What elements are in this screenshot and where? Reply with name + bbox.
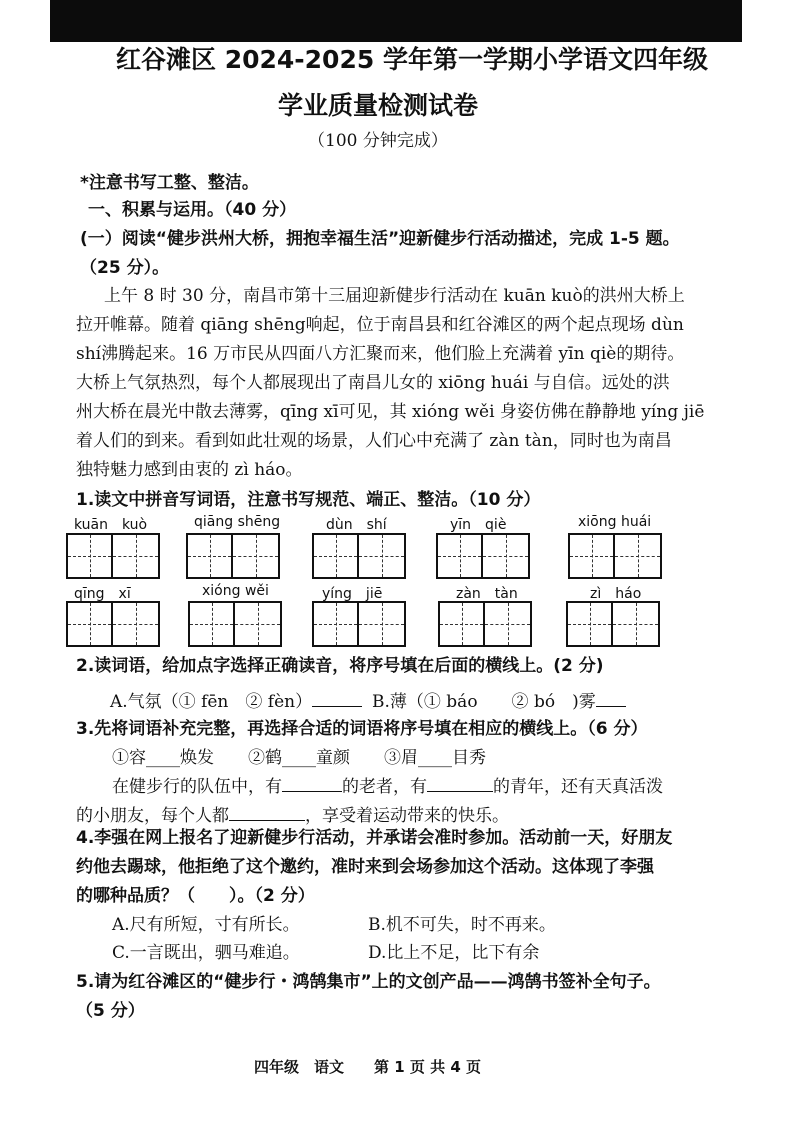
q2-option-b — [372, 687, 626, 712]
q4-line: 4.李强在网上报名了迎新健步行活动，并承诺会准时参加。活动前一天，好朋友 — [76, 828, 673, 848]
page-footer: 四年级 语文 第 1 页 共 4 页 — [254, 1058, 481, 1076]
pinyin-label: yīn qiè — [450, 517, 507, 533]
q2-instruction: 2.读词语，给加点字选择正确读音，将序号填在后面的横线上。(2 分) — [76, 656, 604, 676]
q4-option-a[interactable]: A.尺有所短，寸有所长。 — [112, 915, 300, 935]
q4-line: 约他去踢球，他拒绝了这个邀约，准时来到会场参加这个活动。这体现了李强 — [76, 857, 654, 877]
q3-blank[interactable] — [427, 791, 493, 792]
passage-line: 上午 8 时 30 分，南昌市第十三届迎新健步行活动在 kuān kuò的洪州大桥上 — [104, 286, 685, 306]
q3-blank[interactable] — [282, 791, 342, 792]
q3-text: 的老者，有 — [342, 777, 427, 797]
q3-instruction: 3.先将词语补充完整，再选择合适的词语将序号填在相应的横线上。（6 分） — [76, 719, 648, 739]
passage-line: 大桥上气氛热烈，每个人都展现出了南昌儿女的 xiōng huái 与自信。远处的洪 — [76, 373, 670, 393]
passage-line: shí沸腾起来。16 万市民从四面八方汇聚而来，他们脸上充满着 yīn qiè的期待。 — [76, 344, 685, 364]
answer-grid[interactable] — [312, 533, 406, 579]
q3-text: 在健步行的队伍中，有 — [112, 777, 282, 797]
passage-line: 拉开帷幕。随着 qiāng shēng响起，位于南昌县和红谷滩区的两个起点现场 dùn — [76, 315, 684, 335]
pinyin-label: xióng wěi — [202, 583, 269, 599]
pinyin-label: qīng xī — [74, 586, 131, 602]
q3-text: ，享受着运动带来的快乐。 — [305, 806, 509, 826]
answer-grid[interactable] — [188, 601, 282, 647]
q2-answer-b-blank[interactable] — [596, 706, 626, 707]
pinyin-label: qiāng shēng — [194, 514, 281, 530]
q2-option-a-text: A.气氛（① fēn ② fèn） — [110, 692, 313, 712]
q1-instruction: 1.读文中拼音写词语，注意书写规范、端正、整洁。（10 分） — [76, 490, 541, 510]
answer-grid[interactable] — [568, 533, 662, 579]
answer-grid[interactable] — [186, 533, 280, 579]
part1-score: （25 分）。 — [80, 258, 170, 278]
exam-title-line1: 红谷滩区 2024-2025 学年第一学期小学语文四年级 — [116, 45, 708, 74]
writing-notice: *注意书写工整、整洁。 — [80, 173, 259, 193]
scan-top-bar — [50, 0, 742, 42]
pinyin-label: dùn shí — [326, 517, 387, 533]
q2-answer-a-blank[interactable] — [312, 706, 362, 707]
answer-grid[interactable] — [312, 601, 406, 647]
q3-blank[interactable] — [229, 820, 305, 821]
q4-option-b[interactable]: B.机不可失，时不再来。 — [368, 915, 556, 935]
answer-grid[interactable] — [66, 601, 160, 647]
passage-line: 州大桥在晨光中散去薄雾，qīng xī可见，其 xióng wěi 身姿仿佛在静静地 yíng jiē — [76, 402, 705, 422]
answer-grid[interactable] — [566, 601, 660, 647]
part1-instruction: (一）阅读“健步洪州大桥，拥抱幸福生活”迎新健步行活动描述，完成 1-5 题。 — [80, 229, 680, 249]
pinyin-label: xiōng huái — [578, 514, 652, 530]
q3-sentence-line1 — [112, 772, 663, 797]
section1-heading: 一、积累与运用。（40 分） — [88, 200, 297, 220]
passage-line: 着人们的到来。看到如此壮观的场景，人们心中充满了 zàn tàn，同时也为南昌 — [76, 431, 672, 451]
q5-line: 5.请为红谷滩区的“健步行・鸿鹄集市”上的文创产品——鸿鹄书签补全句子。 — [76, 972, 661, 992]
answer-grid[interactable] — [436, 533, 530, 579]
q3-text: 的小朋友，每个人都 — [76, 806, 229, 826]
answer-grid[interactable] — [438, 601, 532, 647]
pinyin-label: yíng jiē — [322, 586, 383, 602]
q4-option-c[interactable]: C.一言既出，驷马难追。 — [112, 943, 300, 963]
q4-option-d[interactable]: D.比上不足，比下有余 — [368, 943, 540, 963]
q2-option-b-text: B.薄（① báo ② bó )雾 — [372, 692, 596, 712]
q3-text: 的青年，还有天真活泼 — [493, 777, 663, 797]
answer-grid[interactable] — [66, 533, 160, 579]
pinyin-label: zì háo — [590, 586, 642, 602]
time-note: （100 分钟完成） — [308, 131, 448, 151]
passage-line: 独特魅力感到由衷的 zì háo。 — [76, 460, 303, 480]
q4-line: 的哪种品质？（ ）。（2 分） — [76, 886, 315, 906]
q2-option-a — [110, 687, 362, 712]
pinyin-label: kuān kuò — [74, 517, 148, 533]
q3-words: ①容____焕发 ②鹤____童颜 ③眉____目秀 — [112, 748, 486, 768]
q5-score: （5 分） — [76, 1001, 145, 1021]
pinyin-label: zàn tàn — [456, 586, 518, 602]
exam-title-line2: 学业质量检测试卷 — [278, 91, 479, 120]
